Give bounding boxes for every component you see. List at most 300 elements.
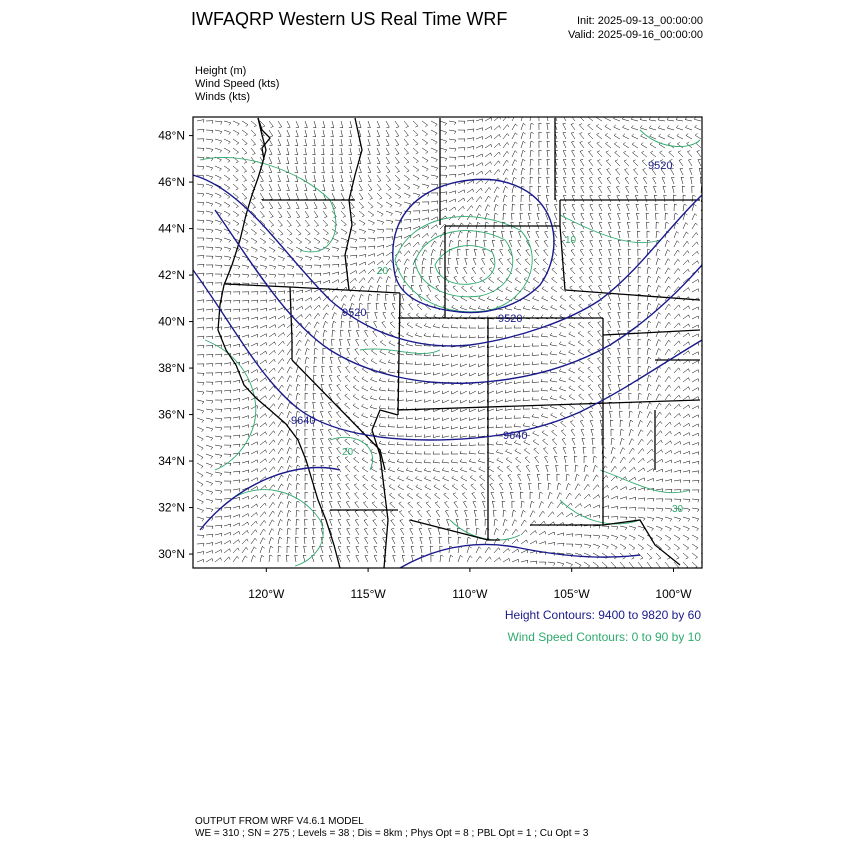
wind-barb (347, 546, 350, 553)
wind-barb (242, 121, 248, 127)
wind-barb (618, 357, 621, 364)
wind-barb (541, 379, 548, 382)
wind-barb (575, 494, 581, 500)
wind-barb (312, 148, 315, 155)
wind-barb (296, 331, 302, 337)
wind-barb (349, 121, 352, 128)
wind-barb (683, 251, 689, 256)
wind-barb (460, 451, 467, 454)
wind-barb (197, 445, 203, 450)
wind-barb (598, 331, 602, 338)
wind-barb (598, 367, 602, 374)
wind-barb (460, 409, 467, 412)
wind-barb (251, 202, 256, 208)
wind-barb (512, 195, 516, 202)
wind-barb (539, 492, 543, 499)
wind-barb (638, 488, 645, 491)
wind-barb (557, 483, 561, 490)
wind-barb (458, 231, 463, 238)
wind-barb (589, 168, 593, 175)
wind-barb (330, 157, 333, 164)
wind-barb (454, 502, 458, 509)
wind-barb (616, 177, 620, 184)
wind-barb (503, 529, 508, 535)
wind-barb (521, 204, 524, 211)
wind-barb (389, 485, 395, 491)
wind-barb (206, 121, 213, 124)
wind-barb (295, 157, 298, 164)
wind-barb (197, 508, 204, 513)
wind-barb (521, 123, 526, 130)
wind-barb (665, 277, 670, 283)
wind-barb (539, 562, 546, 565)
wind-barb (215, 139, 222, 144)
wind-barb (296, 528, 299, 535)
wind-barb (386, 285, 390, 292)
wind-barb (571, 132, 575, 139)
wind-barb (251, 352, 258, 355)
wind-barb (338, 510, 341, 517)
wind-barb (367, 130, 370, 137)
wind-barb (591, 429, 594, 436)
wind-barb (620, 438, 624, 445)
wind-barb (415, 417, 422, 420)
wind-barb (368, 294, 372, 301)
wind-barb (647, 517, 654, 521)
wind-barb (596, 115, 602, 121)
wind-barb (458, 537, 461, 544)
wind-barb (323, 348, 326, 355)
wind-barb (251, 326, 258, 329)
wind-barb (620, 448, 625, 454)
wind-speed-label: 10 (565, 235, 577, 246)
wind-barb (443, 484, 449, 490)
wind-barb (215, 193, 221, 198)
wind-barb (637, 222, 640, 229)
wind-barb (224, 184, 230, 190)
wind-barb (260, 529, 266, 535)
wind-barb (251, 513, 258, 518)
wind-barb (233, 444, 240, 447)
wind-barb (656, 286, 661, 293)
wind-barb (435, 295, 440, 301)
wind-barb (609, 240, 612, 247)
wind-barb (404, 148, 409, 154)
lon-tick-label: 120°W (248, 587, 285, 601)
wind-barb (460, 459, 467, 463)
wind-barb (520, 213, 523, 220)
wind-barb (314, 357, 317, 364)
wind-barb (589, 276, 593, 283)
wind-barb (547, 474, 550, 481)
wind-barb (598, 322, 602, 329)
wind-barb (496, 325, 503, 328)
wind-barb (512, 549, 519, 553)
wind-barb (647, 285, 651, 292)
wind-barb (305, 474, 308, 481)
wind-barb (469, 325, 476, 328)
wind-barb (260, 300, 267, 303)
wind-barb (197, 364, 204, 367)
wind-barb (313, 429, 316, 436)
wind-barb (445, 510, 449, 517)
wind-barb (323, 313, 328, 319)
wind-barb (364, 519, 368, 526)
wind-barb (503, 169, 508, 175)
wind-barb (683, 324, 690, 328)
wind-barb (514, 398, 521, 401)
wind-barb (286, 139, 289, 146)
wind-barb (605, 125, 611, 131)
wind-barb (638, 449, 644, 455)
wind-barb (647, 384, 651, 391)
wind-barb (215, 400, 222, 403)
wind-barb (628, 312, 631, 319)
wind-barb (478, 417, 485, 420)
wind-barb (665, 222, 669, 229)
wind-barb (269, 395, 275, 400)
wind-barb (417, 502, 422, 508)
wind-barb (332, 321, 336, 328)
wind-barb (449, 555, 453, 562)
wind-barb (350, 202, 354, 209)
wind-barb (628, 375, 631, 382)
wind-barb (269, 247, 275, 252)
wind-barb (455, 267, 458, 274)
wind-barb (251, 238, 257, 244)
wind-barb (496, 450, 503, 455)
wind-barb (215, 175, 221, 180)
wind-barb (629, 448, 635, 454)
wind-barb (686, 134, 692, 140)
wind-barb (580, 249, 584, 256)
wind-barb (426, 502, 431, 508)
wind-barb (674, 517, 681, 522)
wind-barb (647, 440, 653, 445)
wind-barb (242, 157, 247, 163)
wind-barb (197, 247, 204, 250)
wind-barb (566, 544, 573, 547)
wind-barb (683, 306, 690, 310)
wind-barb (496, 296, 503, 301)
wind-barb (692, 461, 699, 464)
wind-barb (233, 139, 239, 145)
wind-barb (537, 204, 540, 211)
wind-barb (599, 222, 602, 229)
wind-barb (340, 339, 343, 346)
wind-barb (382, 322, 386, 329)
wind-barb (422, 250, 427, 256)
wind-barb (233, 220, 239, 226)
wind-barb (569, 377, 575, 382)
wind-barb (683, 223, 688, 229)
wind-barb (251, 442, 258, 445)
wind-barb (647, 469, 654, 473)
wind-barb (542, 430, 548, 436)
wind-barb (692, 242, 698, 247)
wind-barb (647, 267, 651, 274)
wind-barb (476, 547, 481, 553)
wind-barb (638, 348, 641, 355)
wind-barb (674, 377, 680, 382)
wind-barb (197, 238, 204, 241)
wind-barb (260, 378, 267, 382)
wind-barb (692, 553, 698, 559)
wind-barb (534, 259, 539, 265)
wind-barb (496, 345, 503, 348)
wind-barb (584, 456, 587, 463)
wind-barb (598, 303, 602, 310)
wind-barb (337, 465, 341, 472)
wind-barb (287, 528, 291, 535)
wind-barb (545, 231, 548, 238)
wind-barb (332, 193, 335, 200)
wind-barb (683, 204, 687, 211)
wind-barb (330, 166, 333, 173)
wind-barb (278, 350, 284, 355)
wind-barb (287, 438, 292, 445)
wind-barb (665, 286, 671, 292)
wind-barb (388, 360, 395, 364)
wind-barb (224, 130, 231, 135)
wind-barb (628, 321, 631, 328)
wind-barb (215, 550, 222, 553)
wind-barb (376, 303, 379, 310)
wind-barb (638, 339, 641, 346)
wind-barb (413, 139, 418, 145)
wind-barb (415, 362, 422, 365)
wind-barb (215, 481, 222, 485)
wind-barb (683, 315, 690, 319)
wind-barb (242, 461, 249, 464)
wind-barb (224, 532, 231, 535)
wind-barb (620, 507, 627, 510)
wind-barb (485, 170, 491, 175)
wind-barb (422, 258, 426, 265)
wind-barb (206, 559, 213, 563)
wind-barb (233, 398, 240, 401)
wind-barb (304, 139, 307, 146)
wind-barb (391, 312, 395, 319)
wind-barb (646, 213, 649, 220)
wind-barb (415, 451, 422, 454)
wind-barb (433, 417, 440, 420)
wind-barb (647, 553, 652, 559)
wind-barb (490, 484, 494, 491)
wind-barb (503, 186, 508, 193)
wind-barb (296, 456, 300, 463)
field-wind-speed: Wind Speed (kts) (195, 78, 280, 90)
wind-barb (323, 211, 327, 218)
wind-barb (206, 436, 213, 441)
wind-barb (560, 395, 566, 400)
wind-barb (618, 303, 621, 310)
wind-barb (354, 466, 359, 472)
wind-barb (569, 304, 575, 310)
wind-barb (566, 534, 573, 537)
wind-barb (287, 274, 294, 277)
wind-barb (569, 394, 575, 400)
wind-barb (407, 322, 413, 328)
wind-barb (497, 458, 503, 463)
wind-barb (197, 345, 204, 348)
wind-barb (410, 528, 413, 535)
wind-barb (681, 177, 684, 184)
wind-barb (683, 461, 690, 464)
wind-barb (535, 250, 539, 257)
wind-barb (356, 555, 359, 562)
wind-barb (498, 475, 503, 481)
height-label: 9520 (648, 160, 673, 172)
wind-barb (638, 357, 641, 364)
wind-barb (572, 204, 575, 211)
wind-barb (579, 124, 584, 130)
wind-barb (345, 376, 350, 382)
wind-barb (478, 345, 485, 348)
wind-barb (404, 139, 409, 145)
wind-barb (665, 450, 672, 454)
wind-barb (611, 544, 617, 549)
wind-barb (544, 250, 548, 257)
wind-barb (559, 378, 566, 383)
wind-barb (674, 544, 680, 550)
wind-barb (287, 546, 290, 553)
wind-barb (625, 177, 629, 184)
wind-barb (260, 546, 265, 553)
wind-barb (368, 202, 373, 208)
wind-barb (563, 204, 566, 211)
wind-barb (683, 414, 690, 418)
wind-barb (314, 211, 318, 218)
wind-barb (449, 157, 456, 160)
lat-tick-label: 44°N (158, 221, 185, 236)
wind-barb (206, 508, 213, 512)
wind-barb (590, 222, 593, 229)
wind-barb (197, 552, 204, 555)
wind-barb (359, 270, 366, 274)
wind-barb (536, 231, 539, 238)
wind-barb (485, 153, 492, 157)
wind-barb (386, 139, 389, 146)
wind-barb (224, 549, 231, 553)
wind-barb (409, 304, 413, 311)
wind-barb (561, 430, 566, 436)
wind-barb (674, 323, 680, 328)
wind-barb (313, 393, 316, 400)
wind-barb (469, 306, 476, 310)
wind-barb (487, 296, 494, 301)
wind-barb (242, 274, 249, 278)
wind-barb (571, 249, 575, 256)
wind-barb (532, 397, 539, 400)
lat-tick-label: 40°N (158, 314, 185, 329)
wind-barb (599, 195, 602, 202)
wind-barb (206, 309, 213, 312)
wind-barb (469, 459, 476, 463)
wind-barb (391, 528, 395, 535)
wind-barb (323, 238, 329, 243)
wind-barb (496, 373, 503, 376)
wind-barb (617, 204, 620, 211)
wind-barb (386, 166, 390, 173)
wind-barb (323, 229, 329, 235)
wind-barb (460, 467, 467, 472)
wind-barb (590, 186, 594, 193)
wind-barb (598, 340, 603, 347)
wind-barb (503, 195, 507, 202)
wind-barb (572, 222, 575, 229)
wind-barb (277, 157, 280, 164)
wind-barb (647, 294, 651, 301)
wind-barb (197, 291, 204, 294)
wind-barb (349, 175, 352, 182)
wind-barb (388, 406, 395, 409)
wind-barb (692, 214, 697, 220)
wind-barb (580, 159, 584, 166)
wind-barb (215, 490, 222, 494)
wind-barb (575, 544, 582, 548)
wind-barb (593, 526, 600, 529)
wind-barb (332, 296, 338, 301)
wind-barb (426, 295, 431, 301)
wind-barb (638, 393, 642, 400)
wind-barb (338, 366, 341, 373)
wind-barb (618, 222, 621, 229)
wind-barb (660, 151, 665, 157)
wind-barb (683, 241, 689, 247)
wind-barb (269, 440, 275, 445)
wind-barb (647, 421, 652, 427)
wind-barb (442, 409, 449, 412)
wind-barb (320, 555, 323, 562)
wind-barb (571, 115, 575, 122)
wind-barb (353, 394, 359, 400)
wind-barb (393, 555, 396, 562)
wind-barb (404, 121, 409, 128)
wind-barb (476, 556, 482, 562)
wind-barb (485, 231, 488, 238)
wind-barb (400, 520, 404, 527)
wind-barb (481, 268, 485, 275)
wind-barb (467, 189, 474, 193)
wind-barb (260, 414, 267, 418)
wind-barb (295, 166, 298, 173)
wind-barb (665, 250, 670, 257)
wind-barb (377, 193, 382, 199)
wind-barb (464, 267, 468, 274)
wind-barb (569, 350, 575, 355)
wind-barb (197, 202, 204, 206)
wind-barb (598, 384, 602, 391)
wind-barb (242, 505, 249, 508)
wind-barb (382, 528, 386, 535)
wind-barb (638, 384, 641, 391)
wind-barb (260, 512, 266, 517)
wind-barb (362, 413, 369, 418)
wind-barb (251, 292, 258, 295)
wind-barb (295, 148, 298, 155)
wind-barb (330, 366, 333, 373)
wind-barb (629, 544, 635, 550)
wind-barb (377, 238, 384, 241)
wind-barb (548, 562, 555, 566)
wind-barb (656, 403, 661, 409)
wind-barb (460, 305, 467, 310)
wind-barb (330, 519, 333, 526)
wind-barb (233, 523, 240, 526)
wind-barb (296, 340, 302, 346)
wind-barb (260, 432, 267, 436)
